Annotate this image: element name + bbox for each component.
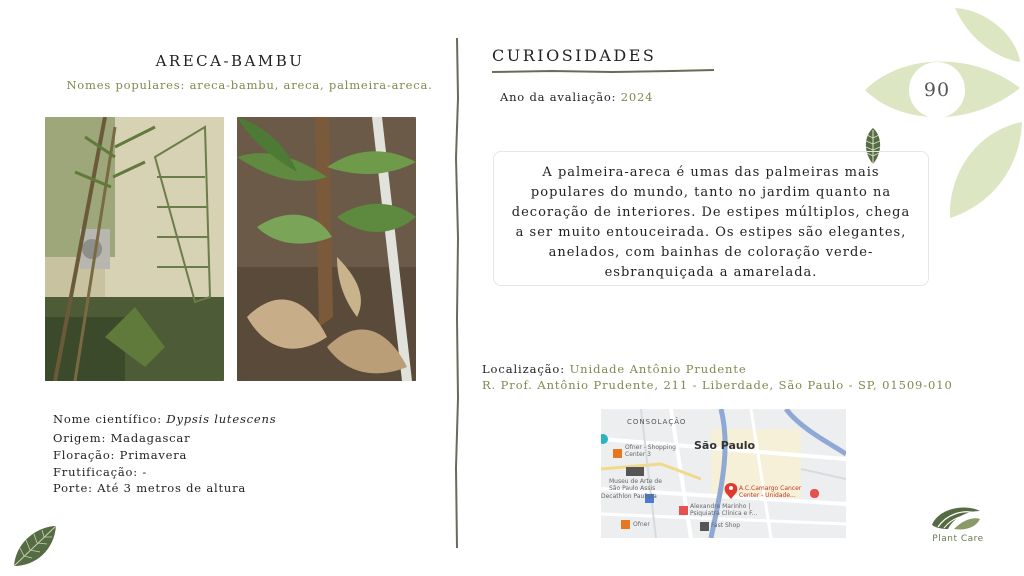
plant-care-logo-icon [930, 503, 982, 533]
evaluation-year-label: Ano da avaliação: [500, 90, 621, 104]
location-address: R. Prof. Antônio Prudente, 211 - Liberdade, São Paulo - SP, 01509-010 [482, 378, 953, 392]
vertical-divider [452, 38, 462, 548]
location-row [482, 361, 953, 377]
scientific-name-value: Dypsis lutescens [166, 412, 277, 426]
popular-names: Nomes populares: areca-bambu, areca, palmeira-areca. [66, 78, 433, 92]
location-unit: Unidade Antônio Prudente [569, 362, 747, 376]
map-poi-clinic[interactable]: Alexandre Marinho | Psiquiatra Clínica e F... [690, 503, 758, 517]
leaf-decoration-bottom-left [10, 522, 60, 570]
plant-photo-2 [237, 117, 416, 381]
location-block [482, 361, 953, 393]
title-underline [492, 68, 714, 74]
location-map[interactable] [601, 409, 846, 538]
map-label-city: São Paulo [694, 439, 756, 452]
scientific-name-row [53, 412, 276, 426]
evaluation-badge-number: 90 [923, 79, 951, 101]
scientific-name-label: Nome científico: [53, 412, 167, 426]
map-poi-decathlon[interactable]: Decathlon Paulista [601, 493, 657, 500]
map-poi-hospital[interactable]: A.C.Camargo Cancer Center - Unidade... [739, 485, 802, 499]
location-label: Localização: [482, 362, 570, 376]
map-poi-ofner[interactable]: Ofner [633, 521, 650, 528]
evaluation-year [500, 90, 653, 104]
map-poi-fast-shop[interactable]: Fast Shop [711, 522, 741, 529]
plant-name: ARECA-BAMBU [155, 52, 305, 70]
plant-photo-1 [45, 117, 224, 381]
flowering: Floração: Primavera [53, 448, 188, 462]
brand-name: Plant Care [932, 534, 984, 544]
size: Porte: Até 3 metros de altura [53, 481, 247, 495]
description-text: A palmeira-areca é umas das palmeiras mais populares do mundo, tanto no jardim quanto na decoração de interiores. De estipes múltiplos, chega a ser muito entouceirada. Os estipes são elegantes, anelados, com bainhas de coloração verde-esbranquiçada a amarelada. [511, 165, 911, 280]
map-poi-shopping[interactable]: Ofner - Shopping Center 3 [625, 444, 676, 458]
map-poi-museum[interactable]: Museu de Arte de São Paulo Assis [609, 478, 662, 492]
fruiting: Frutificação: - [53, 465, 148, 479]
curiosities-title: CURIOSIDADES [492, 46, 657, 65]
origin: Origem: Madagascar [53, 431, 191, 445]
map-label-district: CONSOLAÇÃO [627, 418, 687, 426]
evaluation-year-value: 2024 [620, 90, 654, 104]
